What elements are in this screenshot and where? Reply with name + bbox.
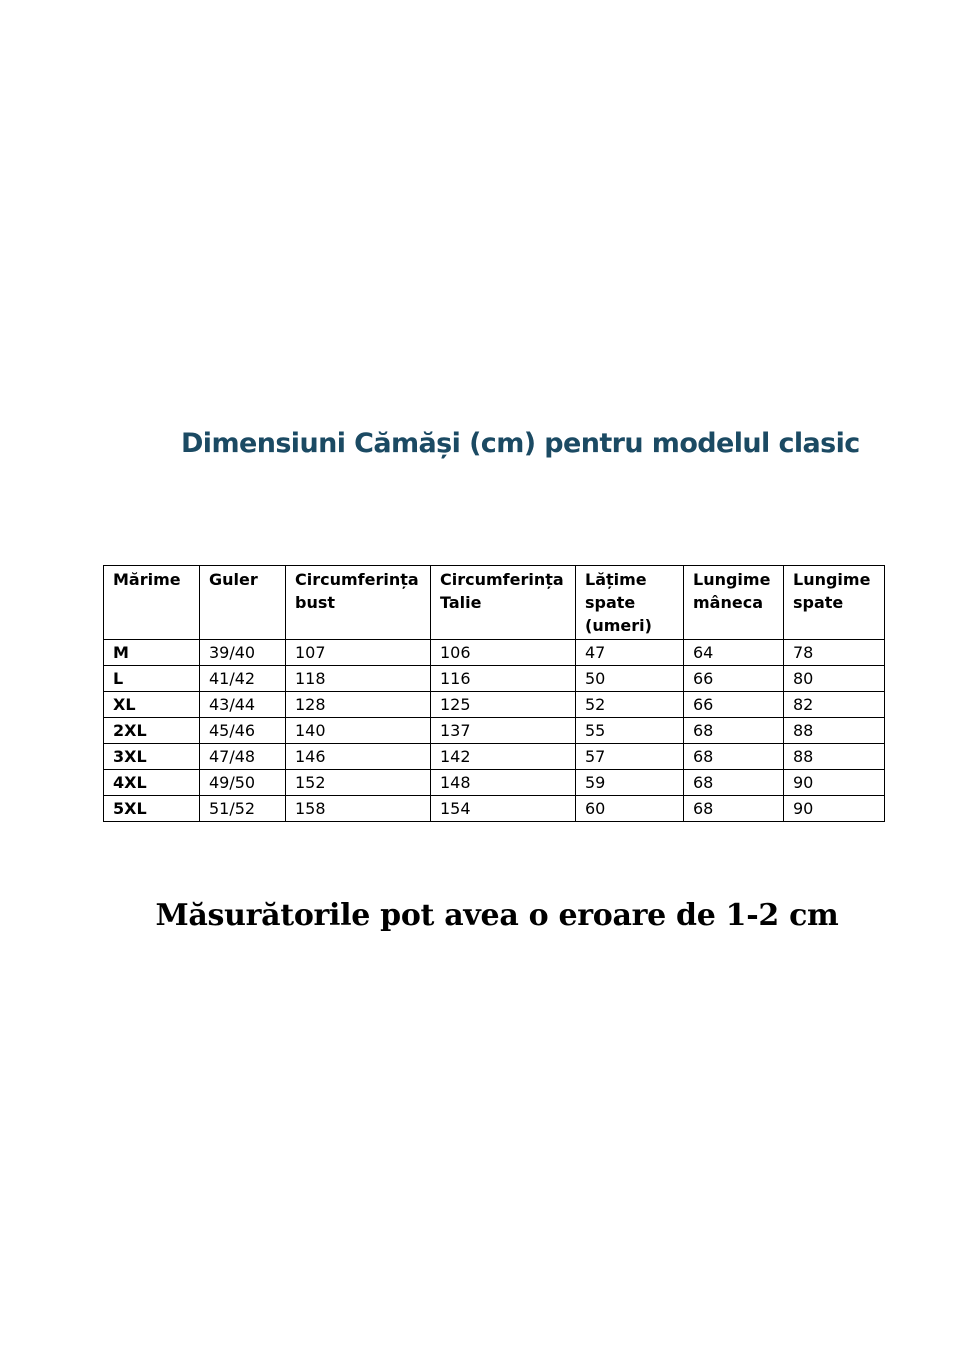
collar-cell: 45/46 <box>200 718 286 744</box>
size-cell: 4XL <box>104 770 200 796</box>
header-sleeve-length: Lungime mâneca <box>684 566 784 640</box>
waist-cell: 106 <box>431 640 576 666</box>
size-cell: L <box>104 666 200 692</box>
chest-cell: 140 <box>286 718 431 744</box>
collar-cell: 47/48 <box>200 744 286 770</box>
back-cell: 80 <box>784 666 885 692</box>
header-chest-circumference: Circumferința bust <box>286 566 431 640</box>
chest-cell: 146 <box>286 744 431 770</box>
back-cell: 88 <box>784 744 885 770</box>
size-cell: 2XL <box>104 718 200 744</box>
table-row <box>104 796 885 822</box>
collar-cell: 51/52 <box>200 796 286 822</box>
waist-cell: 125 <box>431 692 576 718</box>
sleeve-cell: 68 <box>684 770 784 796</box>
table-row <box>104 666 885 692</box>
header-waist-circumference: Circumferința Talie <box>431 566 576 640</box>
shoulder-cell: 47 <box>576 640 684 666</box>
size-cell: 3XL <box>104 744 200 770</box>
waist-cell: 148 <box>431 770 576 796</box>
size-cell: XL <box>104 692 200 718</box>
chest-cell: 118 <box>286 666 431 692</box>
header-size: Mărime <box>104 566 200 640</box>
shoulder-cell: 55 <box>576 718 684 744</box>
header-collar: Guler <box>200 566 286 640</box>
shoulder-cell: 59 <box>576 770 684 796</box>
shoulder-cell: 60 <box>576 796 684 822</box>
shoulder-cell: 52 <box>576 692 684 718</box>
back-cell: 88 <box>784 718 885 744</box>
table-row <box>104 770 885 796</box>
shoulder-cell: 57 <box>576 744 684 770</box>
header-back-length: Lungime spate <box>784 566 885 640</box>
collar-cell: 43/44 <box>200 692 286 718</box>
header-shoulder-width: Lățime spate (umeri) <box>576 566 684 640</box>
size-cell: M <box>104 640 200 666</box>
chest-cell: 107 <box>286 640 431 666</box>
back-cell: 82 <box>784 692 885 718</box>
measurement-note: Măsurătorile pot avea o eroare de 1-2 cm <box>155 898 839 933</box>
sleeve-cell: 68 <box>684 744 784 770</box>
table-body <box>104 640 885 822</box>
sleeve-cell: 64 <box>684 640 784 666</box>
table-header-row <box>104 566 885 640</box>
table-row <box>104 640 885 666</box>
back-cell: 90 <box>784 770 885 796</box>
waist-cell: 116 <box>431 666 576 692</box>
shoulder-cell: 50 <box>576 666 684 692</box>
waist-cell: 137 <box>431 718 576 744</box>
table-row <box>104 744 885 770</box>
page-title: Dimensiuni Cămăși (cm) pentru modelul clasic <box>181 428 860 459</box>
collar-cell: 49/50 <box>200 770 286 796</box>
chest-cell: 128 <box>286 692 431 718</box>
table-row <box>104 718 885 744</box>
chest-cell: 152 <box>286 770 431 796</box>
sleeve-cell: 66 <box>684 666 784 692</box>
back-cell: 90 <box>784 796 885 822</box>
back-cell: 78 <box>784 640 885 666</box>
waist-cell: 142 <box>431 744 576 770</box>
table-row <box>104 692 885 718</box>
sleeve-cell: 68 <box>684 796 784 822</box>
collar-cell: 39/40 <box>200 640 286 666</box>
sleeve-cell: 68 <box>684 718 784 744</box>
size-table <box>103 565 885 822</box>
size-cell: 5XL <box>104 796 200 822</box>
waist-cell: 154 <box>431 796 576 822</box>
chest-cell: 158 <box>286 796 431 822</box>
collar-cell: 41/42 <box>200 666 286 692</box>
sleeve-cell: 66 <box>684 692 784 718</box>
